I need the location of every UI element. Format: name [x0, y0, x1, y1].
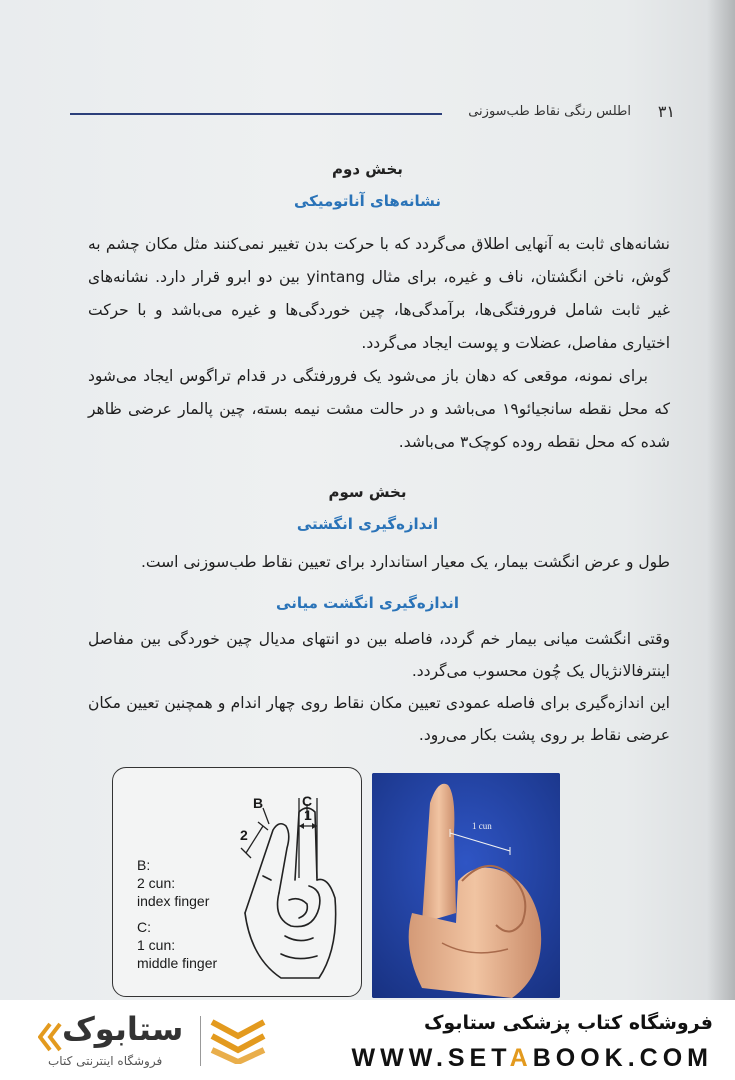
paragraph: برای نمونه، موقعی که دهان باز می‌شود یک فرورفتگی در قدام تراگوس ایجاد می‌شود که محل نقطه سانجیائو۱۹ می‌باشد و در حالت مشت نیمه بسته، چین پالمار عرضی ظاهر شده که محل نقطه روده کوچک۳ می‌باشد. [88, 367, 670, 451]
caption-b-line2: index finger [137, 893, 210, 909]
section-3-body [88, 546, 670, 579]
caption-c [137, 918, 217, 972]
store-url[interactable] [352, 1044, 713, 1073]
hand-photo-illustration [372, 773, 560, 998]
middle-finger-subtitle: اندازه‌گیری انگشت میانی [276, 594, 459, 612]
finger-measure-diagram [112, 767, 362, 997]
paragraph: وقتی انگشت میانی بیمار خم گردد، فاصله بین دو انتهای مدیال چین خوردگی بین مفاصل اینترفالانژیال یک چُون محسوب می‌گردد. [88, 630, 670, 680]
url-part-2: A [509, 1044, 533, 1072]
logo-divider [200, 1016, 201, 1066]
caption-b-line1: 2 cun: [137, 875, 176, 891]
caption-c-line2: middle finger [137, 955, 218, 971]
middle-finger-body [88, 623, 670, 751]
book-stack-icon [208, 1014, 268, 1064]
label-b-top: B [253, 795, 264, 811]
caption-c-title: C: [137, 919, 151, 935]
section-2-subtitle: نشانه‌های آناتومیکی [293, 192, 441, 210]
book-title: اطلس رنگی نقاط طب‌سوزنی [468, 104, 631, 119]
page-edge-shadow [707, 0, 735, 1000]
caption-c-line1: 1 cun: [137, 937, 176, 953]
paragraph: طول و عرض انگشت بیمار، یک معیار استاندارد برای تعیین نقاط طب‌سوزنی است. [140, 553, 670, 571]
store-banner [0, 1000, 735, 1080]
paragraph: این اندازه‌گیری برای فاصله عمودی تعیین مکان نقاط روی چهار اندام و همچنین تعیین مکان عرضی نقاط بر روی پشت بکار می‌رود. [88, 694, 670, 744]
measure-label: 1 cun [472, 821, 492, 831]
store-name: فروشگاه کتاب پزشکی ستابوک [423, 1012, 713, 1034]
url-part-3: BOOK.COM [532, 1044, 713, 1072]
logo-wordmark: ستابوک [62, 1010, 184, 1048]
running-head [70, 100, 675, 126]
section-3-title: بخش سوم [328, 483, 407, 501]
label-num-2: 2 [240, 827, 248, 843]
caption-b [137, 856, 209, 910]
label-num-1: 1 [304, 807, 312, 823]
section-2-title: بخش دوم [332, 160, 403, 178]
url-part-1: WWW.SET [351, 1044, 510, 1072]
page-number: ۳۱ [657, 102, 675, 121]
logo-subtitle: فروشگاه اینترنتی کتاب [48, 1054, 163, 1068]
label-c-top: C [302, 793, 313, 809]
section-2-body [88, 228, 670, 459]
section-3-subtitle: اندازه‌گیری انگشتی [296, 515, 439, 533]
double-chevron-icon [38, 1022, 62, 1052]
paragraph: نشانه‌های ثابت به آنهایی اطلاق می‌گردد که با حرکت بدن تغییر نمی‌کنند مثل مکان چشم به گوش، ناخن انگشتان، ناف و غیره، برای مثال yintang بین دو ابرو قرار دارد. نشانه‌های غیر ثابت شامل فرورفتگی‌ها، برآمدگی‌ها، چین خوردگی‌ها و غیره می‌باشد و با حرکت اختیاری مفاصل، عضلات و پوست ایجاد می‌گردد. [88, 235, 670, 352]
header-rule [70, 113, 442, 115]
hand-photo [372, 773, 560, 998]
caption-b-title: B: [137, 857, 151, 873]
